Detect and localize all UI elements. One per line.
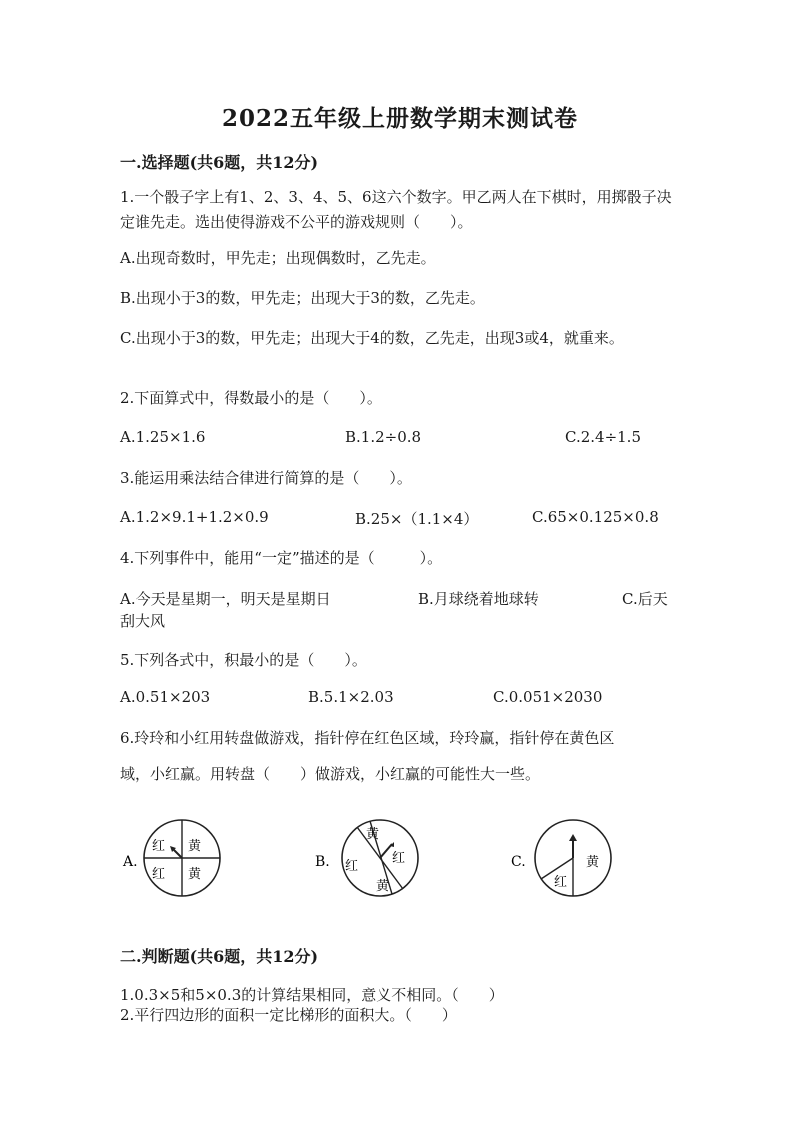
question-3-option-b: B.25×（1.1×4）	[355, 510, 479, 528]
question-5-option-c: C.0.051×2030	[493, 688, 603, 706]
section-heading-true-false: 二.判断题(共6题，共12分)	[120, 947, 319, 966]
question-2-stem: 2.下面算式中，得数最小的是（ ）。	[120, 389, 382, 407]
question-3-option-a: A.1.2×9.1+1.2×0.9	[120, 508, 269, 526]
spinner-option-c	[508, 818, 628, 898]
question-6-line-2: 域，小红赢。用转盘（ ）做游戏，小红赢的可能性大一些。	[120, 765, 541, 783]
question-2-option-a: A.1.25×1.6	[120, 428, 206, 446]
question-1-option-a: A.出现奇数时，甲先走；出现偶数时，乙先走。	[120, 249, 436, 267]
question-5-option-a: A.0.51×203	[120, 688, 211, 706]
spinner-a-red-label-2: 红	[152, 867, 166, 882]
question-1-option-c: C.出现小于3的数，甲先走；出现大于4的数，乙先走，出现3或4，就重来。	[120, 329, 624, 347]
question-6-line-1: 6.玲玲和小红用转盘做游戏，指针停在红色区域，玲玲赢，指针停在黄色区	[120, 729, 615, 747]
judge-question-2: 2.平行四边形的面积一定比梯形的面积大。（ ）	[120, 1006, 457, 1024]
spinner-c-label: C.	[511, 854, 526, 870]
question-4-option-c-continued: 刮大风	[120, 612, 166, 630]
spinner-c-yellow-label: 黄	[586, 855, 600, 870]
question-1-option-b: B.出现小于3的数，甲先走；出现大于3的数，乙先走。	[120, 289, 485, 307]
spinner-b-label: B.	[315, 854, 330, 870]
question-4-option-a: A.今天是星期一，明天是星期日	[120, 590, 331, 608]
section-heading-choice: 一.选择题(共6题，共12分)	[120, 153, 319, 172]
judge-question-1: 1.0.3×5和5×0.3的计算结果相同，意义不相同。（ ）	[120, 986, 504, 1004]
spinner-a-yellow-label: 黄	[188, 839, 202, 854]
question-4-option-c: C.后天	[622, 590, 668, 608]
spinner-a-label: A.	[123, 854, 138, 870]
spinner-b-pointer	[380, 844, 392, 858]
spinner-option-b	[312, 818, 432, 898]
spinner-b-yellow-label: 黄	[366, 827, 380, 842]
question-5-option-b: B.5.1×2.03	[308, 688, 394, 706]
spinner-b-red-label: 红	[345, 859, 359, 874]
question-2-option-b: B.1.2÷0.8	[345, 428, 422, 446]
spinner-b-red-label-2: 红	[392, 851, 406, 866]
page-title: 2022五年级上册数学期末测试卷	[221, 105, 578, 132]
spinner-a-red-label: 红	[152, 839, 166, 854]
question-5-stem: 5.下列各式中，积最小的是（ ）。	[120, 651, 367, 669]
question-1-stem: 1.一个骰子字上有1、2、3、4、5、6这六个数字。甲乙两人在下棋时，用掷骰子决定谁先走。选出使得游戏不公平的游戏规则（ ）。	[120, 188, 672, 231]
spinner-a-yellow-label-2: 黄	[188, 867, 202, 882]
spinner-b-yellow-label-2: 黄	[376, 879, 390, 894]
question-4-option-b: B.月球绕着地球转	[418, 590, 539, 608]
question-4-stem: 4.下列事件中，能用“一定”描述的是（ ）。	[120, 549, 443, 567]
question-3-option-c: C.65×0.125×0.8	[532, 508, 659, 526]
spinner-c-red-label: 红	[554, 875, 568, 890]
spinner-option-a	[120, 818, 240, 898]
question-2-option-c: C.2.4÷1.5	[565, 428, 641, 446]
question-3-stem: 3.能运用乘法结合律进行简算的是（ ）。	[120, 469, 412, 487]
